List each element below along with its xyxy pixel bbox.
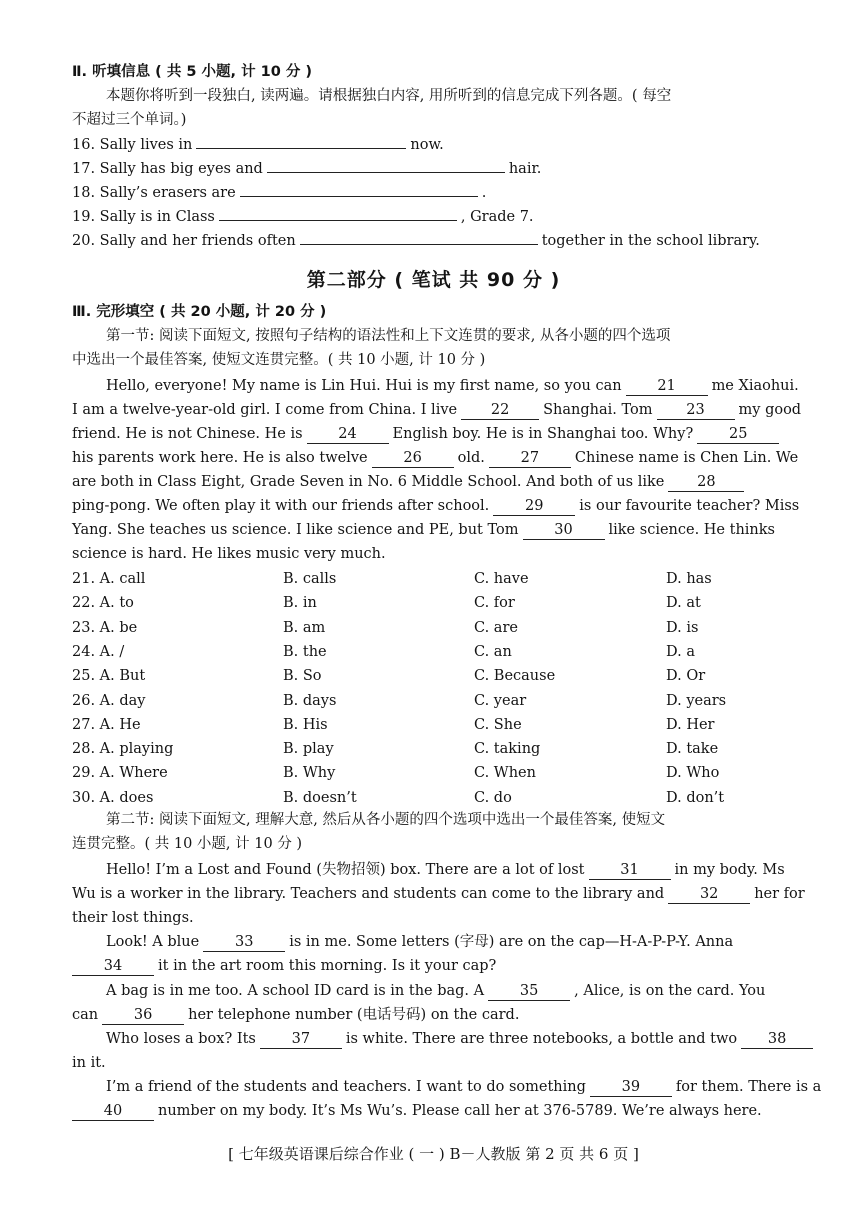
option-26-a[interactable]: 26. A. day: [72, 692, 146, 709]
p1-l3-text: friend. He is not Chinese. He is: [72, 426, 303, 442]
p2-l8-text: Who loses a box? Its: [106, 1031, 256, 1047]
blank-23[interactable]: 23: [657, 401, 735, 420]
option-22-c[interactable]: C. for: [474, 595, 515, 612]
passage1-line-4: [72, 448, 798, 468]
blank-33[interactable]: 33: [203, 933, 285, 952]
p1-l1-text: Hello, everyone! My name is Lin Hui. Hui is my first name, so you can: [106, 378, 622, 394]
part2-title: 第二部分 ( 笔试 共 90 分 ): [306, 269, 561, 291]
blank-21[interactable]: 21: [626, 377, 708, 396]
p1-l1-tail: me Xiaohui.: [711, 378, 799, 394]
passage1-line-1: [106, 376, 799, 396]
passage2-line-6: [106, 981, 765, 1001]
p2-l2-tail: her for: [754, 886, 805, 902]
option-28-c[interactable]: C. taking: [474, 741, 541, 758]
option-29-d[interactable]: D. Who: [666, 765, 720, 782]
option-24-b[interactable]: B. the: [283, 643, 327, 660]
option-30-c[interactable]: C. do: [474, 789, 512, 806]
section2-heading: Ⅱ. 听填信息 ( 共 5 小题, 计 10 分 ): [72, 64, 313, 80]
q16-blank[interactable]: [196, 148, 406, 149]
q17-tail: hair.: [508, 161, 542, 177]
p1-l3-mid: English boy. He is in Shanghai too. Why?: [392, 426, 694, 442]
q20-tail: together in the school library.: [541, 233, 760, 249]
p1-l2-tail: my good: [738, 402, 802, 418]
blank-39[interactable]: 39: [590, 1078, 672, 1097]
passage2-line-3: their lost things.: [72, 910, 194, 926]
option-23-a[interactable]: 23. A. be: [72, 619, 138, 636]
passage1-line-3: [72, 424, 783, 444]
option-24-d[interactable]: D. a: [666, 643, 695, 660]
option-29-a[interactable]: 29. A. Where: [72, 765, 168, 782]
section3-part1-instruction-1: 第一节: 阅读下面短文, 按照句子结构的语法性和上下文连贯的要求, 从各小题的四个选项: [106, 328, 671, 344]
blank-34[interactable]: 34: [72, 957, 154, 976]
option-22-a[interactable]: 22. A. to: [72, 595, 134, 612]
q18-blank[interactable]: [240, 196, 478, 197]
p2-l2-text: Wu is a worker in the library. Teachers and students can come to the library and: [72, 886, 665, 902]
passage2-line-5: [72, 956, 496, 976]
section3-part2-instruction-2: 连贯完整。( 共 10 小题, 计 10 分 ): [72, 836, 303, 852]
p2-l1-text: Hello! I’m a Lost and Found (失物招领) box. There are a lot of lost: [106, 862, 585, 878]
blank-38[interactable]: 38: [741, 1030, 813, 1049]
option-27-a[interactable]: 27. A. He: [72, 716, 141, 733]
q17-text: 17. Sally has big eyes and: [72, 161, 263, 177]
p1-l6-tail: is our favourite teacher? Miss: [579, 498, 800, 514]
section3-heading: Ⅲ. 完形填空 ( 共 20 小题, 计 20 分 ): [72, 304, 327, 320]
option-30-a[interactable]: 30. A. does: [72, 789, 154, 806]
option-27-b[interactable]: B. His: [283, 716, 328, 733]
passage1-line-5: [72, 472, 748, 492]
p1-l6-text: ping-pong. We often play it with our friends after school.: [72, 498, 490, 514]
passage2-line-8: [106, 1029, 817, 1049]
passage1-line-8: science is hard. He likes music very much.: [72, 546, 386, 562]
option-30-d[interactable]: D. don’t: [666, 789, 725, 806]
passage2-line-10: [106, 1077, 821, 1097]
option-30-b[interactable]: B. doesn’t: [283, 789, 357, 806]
option-28-d[interactable]: D. take: [666, 741, 719, 758]
passage2-line-11: [72, 1101, 762, 1121]
option-21-a[interactable]: 21. A. call: [72, 571, 146, 587]
p2-l10-text: I’m a friend of the students and teachers. I want to do something: [106, 1079, 586, 1095]
option-23-d[interactable]: D. is: [666, 619, 699, 636]
blank-32[interactable]: 32: [668, 885, 750, 904]
option-25-a[interactable]: 25. A. But: [72, 668, 146, 685]
p1-l7-tail: like science. He thinks: [608, 522, 775, 538]
q18-tail: .: [481, 185, 487, 201]
option-22-b[interactable]: B. in: [283, 595, 317, 612]
option-26-c[interactable]: C. year: [474, 692, 527, 709]
option-28-a[interactable]: 28. A. playing: [72, 741, 174, 758]
passage2-line-2: [72, 884, 805, 904]
q17-blank[interactable]: [267, 172, 505, 173]
option-27-d[interactable]: D. Her: [666, 716, 715, 733]
question-16: [72, 135, 444, 155]
q20-blank[interactable]: [300, 244, 538, 245]
option-22-d[interactable]: D. at: [666, 595, 701, 612]
blank-29[interactable]: 29: [493, 497, 575, 516]
option-29-b[interactable]: B. Why: [283, 765, 336, 782]
section2-instruction-1: 本题你将听到一段独白, 读两遍。请根据独白内容, 用所听到的信息完成下列各题。( 每空: [106, 88, 672, 104]
q19-tail: , Grade 7.: [460, 209, 534, 225]
blank-31[interactable]: 31: [589, 861, 671, 880]
blank-27[interactable]: 27: [489, 449, 571, 468]
passage1-line-2: [72, 400, 801, 420]
p2-l7-text: can: [72, 1007, 99, 1023]
question-19: [72, 207, 534, 227]
p2-l6-text: A bag is in me too. A school ID card is in the bag. A: [106, 983, 485, 999]
blank-35[interactable]: 35: [488, 982, 570, 1001]
q20-text: 20. Sally and her friends often: [72, 233, 296, 249]
p2-l8-mid: is white. There are three notebooks, a bottle and two: [345, 1031, 738, 1047]
question-20: [72, 231, 760, 251]
option-29-c[interactable]: C. When: [474, 765, 536, 782]
p2-l11-text: number on my body. It’s Ms Wu’s. Please call her at 376-5789. We’re always here.: [158, 1103, 762, 1119]
option-26-b[interactable]: B. days: [283, 692, 337, 709]
p1-l2-text: I am a twelve-year-old girl. I come from China. I live: [72, 402, 458, 418]
question-18: [72, 183, 486, 203]
p1-l5-text: are both in Class Eight, Grade Seven in No. 6 Middle School. And both of us like: [72, 474, 665, 490]
blank-26[interactable]: 26: [372, 449, 454, 468]
blank-40[interactable]: 40: [72, 1102, 154, 1121]
p1-l4-text: his parents work here. He is also twelve: [72, 450, 368, 466]
p2-l4-tail: is in me. Some letters (字母) are on the cap—H-A-P-P-Y. Anna: [289, 934, 734, 950]
section2-instruction-2: 不超过三个单词。): [72, 112, 187, 128]
blank-22[interactable]: 22: [461, 401, 539, 420]
p2-l4-text: Look! A blue: [106, 934, 200, 950]
option-24-a[interactable]: 24. A. /: [72, 643, 125, 660]
page-footer: [ 七年级英语课后综合作业 ( 一 ) B－人教版 第 2 页 共 6 页 ]: [228, 1145, 639, 1163]
p1-l7-text: Yang. She teaches us science. I like science and PE, but Tom: [72, 522, 519, 538]
option-28-b[interactable]: B. play: [283, 741, 334, 758]
q19-text: 19. Sally is in Class: [72, 209, 215, 225]
p1-l2-mid: Shanghai. Tom: [543, 402, 653, 418]
p2-l7-tail: her telephone number (电话号码) on the card.: [188, 1007, 520, 1023]
passage2-line-4: [106, 932, 733, 952]
option-21-d[interactable]: D. has: [666, 571, 712, 587]
option-25-c[interactable]: C. Because: [474, 668, 556, 685]
p2-l6-tail: , Alice, is on the card. You: [574, 983, 766, 999]
blank-37[interactable]: 37: [260, 1030, 342, 1049]
p2-l5-text: it in the art room this morning. Is it your cap?: [158, 958, 497, 974]
question-17: [72, 159, 541, 179]
option-26-d[interactable]: D. years: [666, 692, 727, 709]
option-23-c[interactable]: C. are: [474, 619, 518, 636]
p1-l4-mid: old.: [457, 450, 485, 466]
blank-30[interactable]: 30: [523, 521, 605, 540]
q16-text: 16. Sally lives in: [72, 137, 193, 153]
passage2-line-9: in it.: [72, 1055, 106, 1071]
passage2-line-7: [72, 1005, 519, 1025]
q16-tail: now.: [410, 137, 444, 153]
section3-part2-instruction-1: 第二节: 阅读下面短文, 理解大意, 然后从各小题的四个选项中选出一个最佳答案, 使短文: [106, 812, 666, 828]
option-23-b[interactable]: B. am: [283, 619, 326, 636]
blank-36[interactable]: 36: [102, 1006, 184, 1025]
p2-l10-tail: for them. There is a: [675, 1079, 822, 1095]
p1-l4-tail: Chinese name is Chen Lin. We: [574, 450, 799, 466]
p2-l1-tail: in my body. Ms: [674, 862, 785, 878]
option-21-b[interactable]: B. calls: [283, 571, 337, 587]
section3-part1-instruction-2: 中选出一个最佳答案, 使短文连贯完整。( 共 10 小题, 计 10 分 ): [72, 352, 486, 368]
blank-25[interactable]: 25: [697, 425, 779, 444]
passage1-line-7: [72, 520, 775, 540]
option-25-d[interactable]: D. Or: [666, 668, 706, 685]
q19-blank[interactable]: [219, 220, 457, 221]
q18-text: 18. Sally’s erasers are: [72, 185, 236, 201]
passage2-line-1: [106, 860, 785, 880]
option-24-c[interactable]: C. an: [474, 643, 512, 660]
blank-24[interactable]: 24: [307, 425, 389, 444]
option-21-c[interactable]: C. have: [474, 571, 529, 587]
option-27-c[interactable]: C. She: [474, 716, 522, 733]
blank-28[interactable]: 28: [668, 473, 744, 492]
option-25-b[interactable]: B. So: [283, 668, 322, 685]
passage1-line-6: [72, 496, 799, 516]
